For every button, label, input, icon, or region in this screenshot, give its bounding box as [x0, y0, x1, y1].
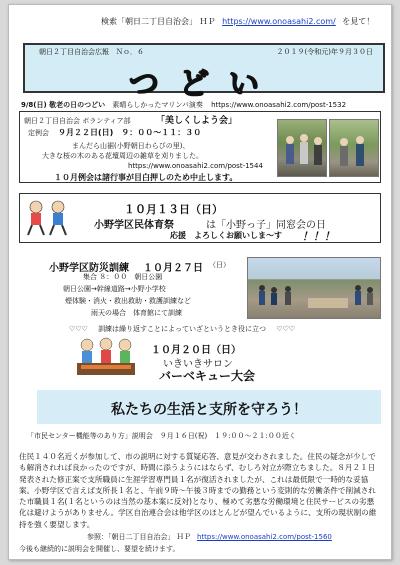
search-suffix: を見て！: [342, 17, 375, 26]
reference-prefix: 参照：「朝日二丁目自治会」 ＨＰ: [87, 533, 191, 541]
drill-motto: 訓練は繰り返すことによっていざというとき役に立つ: [98, 325, 267, 333]
meeting-line: 「市民センター機能等のあり方」説明会 ９月１６日(祝) １９:００～２１:００近く: [27, 432, 296, 440]
issue-date: ２０１９(令和元)年９月３０日: [276, 48, 373, 56]
issuer-label: 朝日２丁目自治会広報 Ｎｏ．６: [39, 48, 144, 56]
sports-cheer: 応援 よろしくお願いしま～す: [170, 231, 282, 240]
bbq-illustration: [73, 335, 139, 381]
volunteer-photo-1: [277, 119, 327, 177]
sports-date: １０月１３日（日）: [124, 203, 223, 216]
drill-items: 煙体験・消火・救出救助・救護訓練など: [65, 297, 191, 305]
feature-banner: [37, 390, 381, 424]
drill-title: 小野学区防災訓練: [49, 263, 129, 274]
volunteer-url[interactable]: https://www.onoasahi2.com/post-1544: [128, 162, 263, 170]
feature-title: 私たちの生活と支所を守ろう！: [111, 402, 307, 418]
reference-url[interactable]: https://www.onoasahi2.com/post-1560: [196, 533, 332, 541]
schedule-label: 定例会: [28, 129, 49, 137]
newsletter-title: つどい: [129, 67, 279, 102]
volunteer-photo-2: [329, 119, 379, 177]
volunteer-name: 「美しくしよう会」: [156, 116, 238, 126]
event1-line: [21, 101, 346, 110]
sports-excl: ！！！: [302, 230, 335, 243]
salon-name: いきいきサロン: [163, 359, 233, 370]
october-note: １０月例会は諸行事が目白押しのため中止します。: [54, 173, 238, 182]
volunteer-line2: 大きな桜の木のある花壇周辺の雑草を刈りました。: [42, 152, 203, 160]
schedule-time: ９月２２日(日) ９：００～１１：３０: [58, 128, 202, 137]
search-prefix: 検索「朝日二丁目自治会」 ＨＰ: [101, 17, 216, 26]
hearts-right: ♡♡♡: [276, 325, 296, 333]
bbq-date: １０月２０日（日）: [151, 345, 241, 356]
people-illustration: [330, 120, 379, 177]
event1-desc: 素晴らしかったマリンバ演奏: [112, 101, 203, 109]
sports-box: [19, 193, 381, 243]
drill-photo: [247, 257, 381, 319]
event1-url[interactable]: https://www.onoasahi2.com/post-1532: [211, 101, 347, 109]
crowd-illustration: [248, 258, 381, 319]
volunteer-org: 朝日２丁目自治会 ボランティア部: [24, 117, 131, 125]
drill-motto-line: [69, 325, 295, 334]
reference-line: [87, 533, 332, 542]
feature-body: 住民１４０名近くが参加して、市の説明に対する質疑応答、意見が交わされました。住民の疑念が少しでも解消されれば良かったのですが、時間に添うようにはならず、むしろ対立が際立ちました。８月２１日発表された修正案で支所職員に生涯学習専門員１名が復活されましたが、これは最低限で一時的な妥協案。小野学区で言えば支所長１名と、午前９時～午後３時までの勤務という変則的な労働条件で削減された市職員１名(１名というのは当然の基本案に反対)となり、極めて劣悪な労働環境と住民サービスの劣悪化は避けようがありません。学区自治連合会は他学区のほとんどが望んでいるように、支所の現状制の維持を強く要望します。: [19, 452, 377, 529]
sports-name: 小野学区民体育祭: [94, 220, 174, 231]
drill-route: 朝日公園→幹線道路→小野小学校: [63, 285, 166, 293]
drill-rain: 雨天の場合 体育館にて訓練: [91, 309, 182, 317]
newsletter-page: [8, 4, 392, 560]
kids-running-icon: [22, 197, 76, 241]
drill-gather: 集合 ８：００ 朝日公園: [83, 273, 163, 281]
hearts-left: ♡♡♡: [69, 325, 88, 333]
event1-heading: 9/8(日) 敬老の日のつどい: [21, 101, 106, 109]
title-banner: [23, 43, 385, 102]
bbq-name: バーベキュー大会: [159, 369, 256, 383]
homepage-link[interactable]: https://www.onoasahi2.com/: [222, 17, 336, 26]
closing-line: 今後も継続的に説明会を開催し、要望を続けます。: [19, 545, 180, 553]
sports-tail: は「小野っ子」同窓会の日: [206, 220, 326, 231]
volunteer-line1: まんだら山裾(小野朝日わらびの里)、: [72, 142, 190, 150]
drill-date: １０月２７日: [143, 263, 203, 274]
drill-day: （日）: [209, 261, 230, 269]
people-illustration: [278, 120, 327, 177]
search-hint: [101, 17, 374, 27]
